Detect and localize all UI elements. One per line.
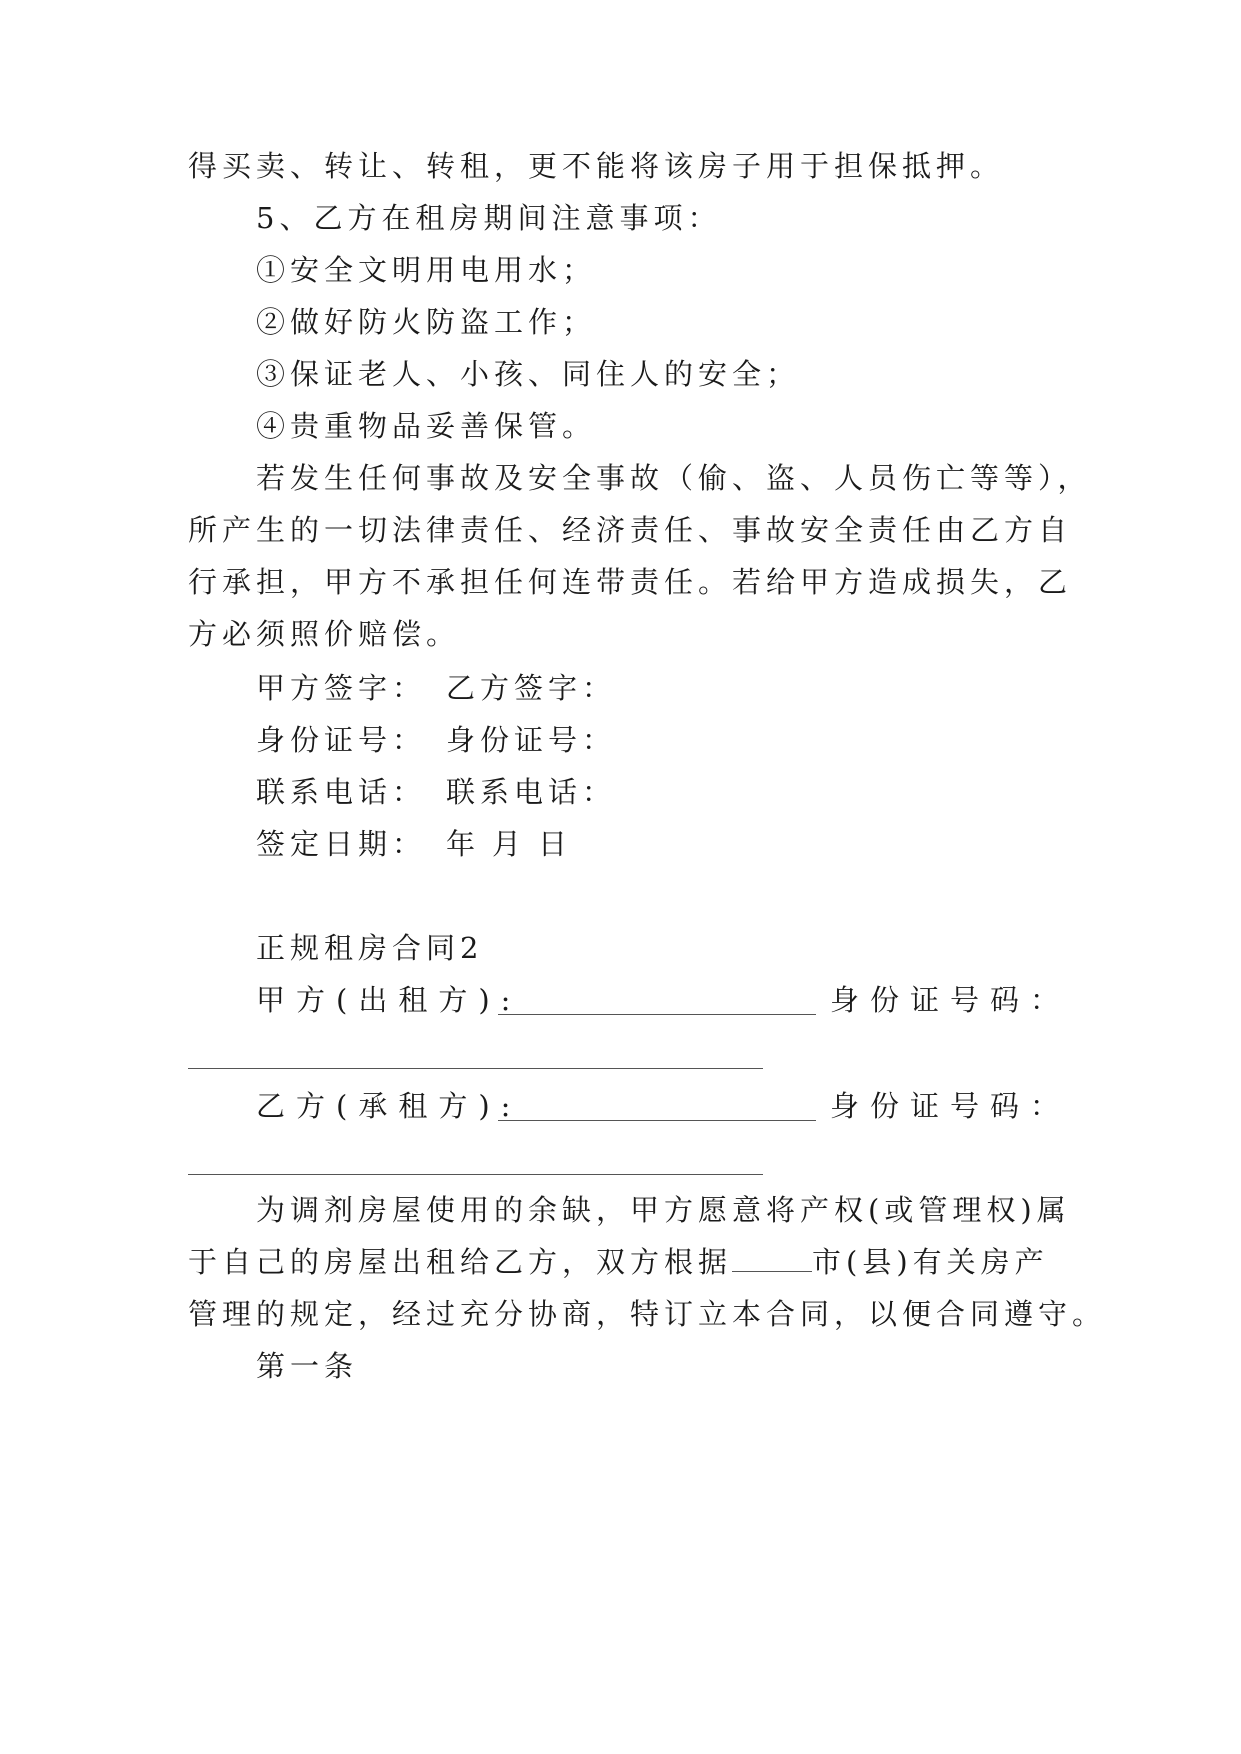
party-b-sign-label: 乙方签字： <box>446 671 617 705</box>
party-a-phone-label: 联系电话： <box>256 775 427 809</box>
party-b-id-blank[interactable] <box>188 1174 763 1175</box>
month-label: 月 <box>492 827 527 861</box>
party-b-label: 乙方(承租方): <box>256 1089 522 1123</box>
section-title: 正规租房合同2 <box>256 931 484 965</box>
party-b-phone-label: 联系电话： <box>446 775 617 809</box>
date-line <box>256 824 572 864</box>
text-line: 管理的规定，经过充分协商，特订立本合同，以便合同遵守。 <box>188 1297 1107 1331</box>
text-line: ④贵重物品妥善保管。 <box>256 409 597 443</box>
article-heading: 第一条 <box>256 1349 359 1383</box>
party-a-sign-label: 甲方签字： <box>256 671 427 705</box>
text-line: 方必须照价赔偿。 <box>188 617 461 651</box>
party-a-name-blank[interactable] <box>498 1014 816 1015</box>
party-b-id-label: 身份证号码： <box>830 1089 1071 1123</box>
text-line: 于自己的房屋出租给乙方，双方根据 市(县)有关房产 <box>188 1245 1049 1279</box>
day-label: 日 <box>538 827 573 861</box>
city-blank[interactable] <box>732 1249 812 1272</box>
text-line: 若发生任何事故及安全事故（偷、盗、人员伤亡等等）， <box>256 461 1092 495</box>
party-a-id-label: 身份证号： <box>256 723 427 757</box>
text-line: ①安全文明用电用水； <box>256 253 597 287</box>
text-line: 所产生的一切法律责任、经济责任、事故安全责任由乙方自 <box>188 513 1073 547</box>
signature-line <box>256 668 616 708</box>
text-line: ③保证老人、小孩、同住人的安全； <box>256 357 801 391</box>
text-line: 5、乙方在租房期间注意事项： <box>256 201 722 235</box>
text-line: 行承担，甲方不承担任何连带责任。若给甲方造成损失，乙 <box>188 565 1073 599</box>
party-a-id-label: 身份证号码： <box>830 983 1071 1017</box>
party-b-name-blank[interactable] <box>498 1120 816 1121</box>
phone-line <box>256 772 616 812</box>
date-label: 签定日期： <box>256 827 427 861</box>
party-a-label: 甲方(出租方): <box>256 983 522 1017</box>
id-line <box>256 720 616 760</box>
text-line: 得买卖、转让、转租，更不能将该房子用于担保抵押。 <box>188 149 1005 183</box>
party-b-id-label: 身份证号： <box>446 723 617 757</box>
text-line: ②做好防火防盗工作； <box>256 305 597 339</box>
party-a-id-blank[interactable] <box>188 1068 763 1069</box>
year-label: 年 <box>446 827 481 861</box>
text-line: 为调剂房屋使用的余缺，甲方愿意将产权(或管理权)属 <box>256 1193 1071 1227</box>
